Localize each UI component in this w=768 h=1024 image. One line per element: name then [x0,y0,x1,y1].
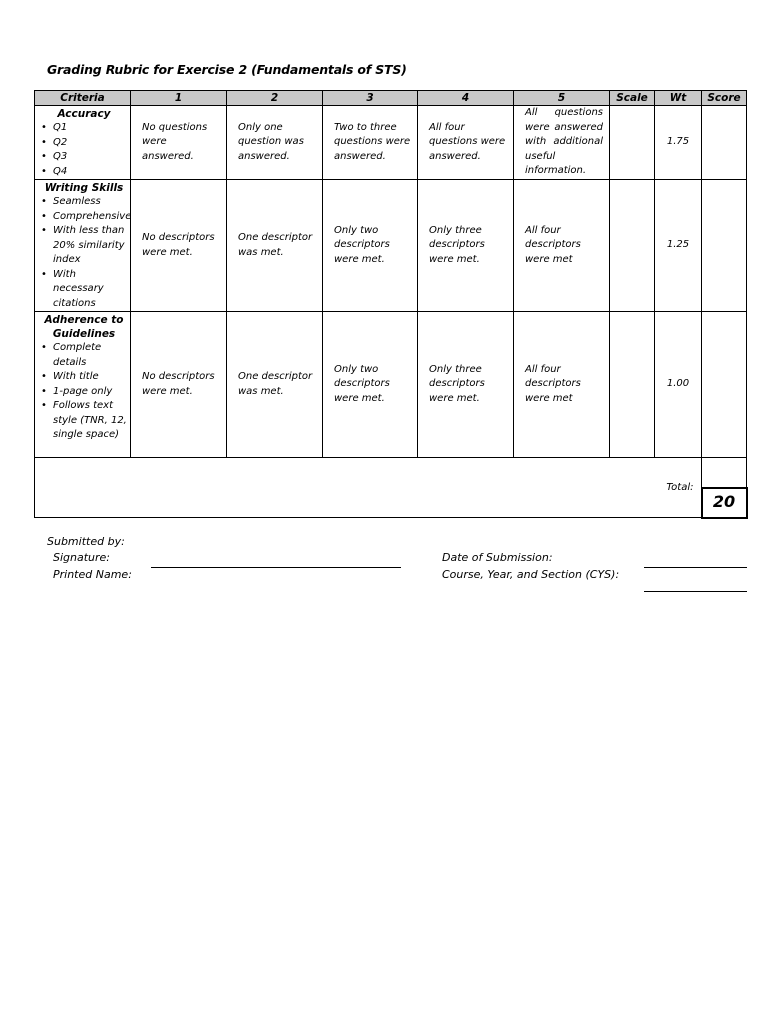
header-level-1: 1 [131,91,227,106]
header-score: Score [702,91,747,106]
criteria-list [40,195,132,311]
level-2-cell: One descriptor was met. [227,312,323,458]
list-item: • With necessary citations [53,268,128,312]
header-criteria: Criteria [35,91,131,106]
level-5-cell: All questions were answered with additional useful information. [514,106,610,180]
total-value: 20 [702,488,747,518]
score-cell[interactable] [702,312,747,458]
header-level-3: 3 [323,91,418,106]
document-title: Grading Rubric for Exercise 2 (Fundamentals of STS) [47,62,407,77]
header-scale: Scale [610,91,655,106]
level-1-cell: No descriptors were met. [131,312,227,458]
level-1-cell: No questions were answered. [131,106,227,180]
criteria-cell [35,106,131,180]
course-year-section-label: Course, Year, and Section (CYS): [442,568,620,581]
wt-cell: 1.25 [655,180,702,312]
criteria-cell [35,180,131,312]
header-level-5: 5 [514,91,610,106]
scale-cell[interactable] [610,180,655,312]
criteria-title: Adherence to Guidelines [44,314,124,340]
header-wt: Wt [655,91,702,106]
rubric-table [34,90,748,519]
table-row [35,106,747,180]
wt-cell: 1.75 [655,106,702,180]
list-item: • Complete details [53,341,128,370]
criteria-list [40,341,128,443]
list-item: • Q4 [53,165,128,180]
wt-cell: 1.00 [655,312,702,458]
total-score-entry[interactable] [702,458,747,488]
level-3-cell: Only two descriptors were met. [323,180,418,312]
score-cell[interactable] [702,180,747,312]
level-5-cell: All four descriptors were met [514,180,610,312]
header-level-2: 2 [227,91,323,106]
list-item: • 1-page only [53,385,128,400]
list-item: • Comprehensive [53,210,128,225]
level-5-cell: All four descriptors were met [514,312,610,458]
level-2-cell: Only one question was answered. [227,106,323,180]
table-row [35,312,747,458]
total-row [35,458,747,488]
scale-cell[interactable] [610,106,655,180]
signature-label: Signature: [53,551,111,564]
criteria-cell [35,312,131,458]
list-item: • Q2 [53,136,128,151]
list-item: • Follows text style (TNR, 12, single space) [53,399,128,443]
list-item: • Q1 [53,121,128,136]
date-of-submission-line[interactable] [644,567,747,568]
list-item: • Seamless [53,195,128,210]
level-3-cell: Two to three questions were answered. [323,106,418,180]
level-3-cell: Only two descriptors were met. [323,312,418,458]
total-label: Total: [35,458,702,518]
signature-line[interactable] [151,567,401,568]
criteria-title: Accuracy [57,108,111,120]
course-year-section-line[interactable] [644,591,747,592]
criteria-list [40,121,128,179]
header-row [35,91,747,106]
level-4-cell: Only three descriptors were met. [418,180,514,312]
list-item: • With less than 20% similarity index [53,224,128,268]
date-of-submission-label: Date of Submission: [442,551,553,564]
list-item: • With title [53,370,128,385]
criteria-title: Writing Skills [44,182,124,194]
level-4-cell: Only three descriptors were met. [418,312,514,458]
submitted-by-label: Submitted by: [47,535,125,548]
level-4-cell: All four questions were answered. [418,106,514,180]
level-2-cell: One descriptor was met. [227,180,323,312]
header-level-4: 4 [418,91,514,106]
scale-cell[interactable] [610,312,655,458]
level-1-cell: No descriptors were met. [131,180,227,312]
list-item: • Q3 [53,150,128,165]
score-cell[interactable] [702,106,747,180]
table-row [35,180,747,312]
printed-name-label: Printed Name: [53,568,132,581]
